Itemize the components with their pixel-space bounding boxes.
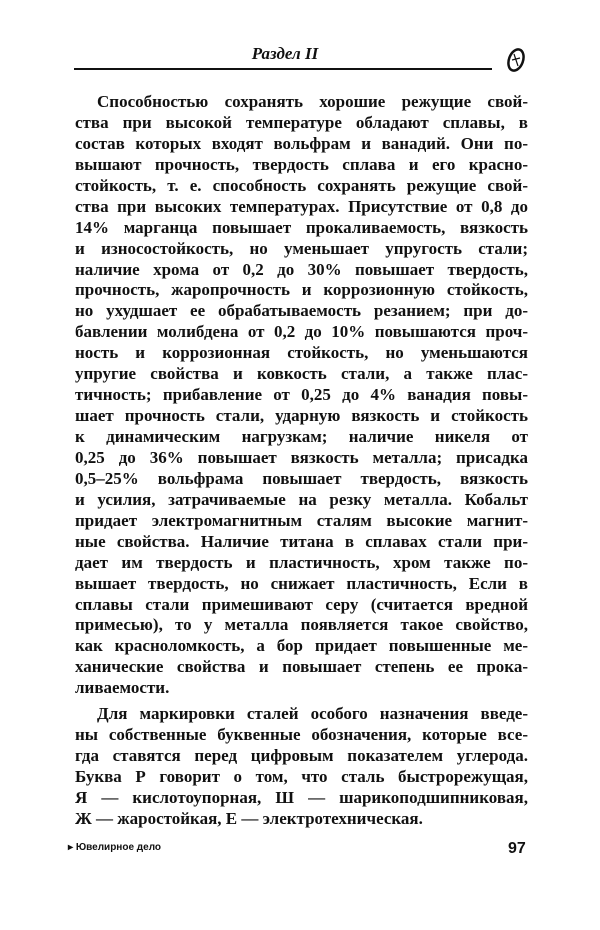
- running-header: Раздел II: [251, 44, 319, 63]
- text-line: тичность; прибавление от 0,25 до 4% ванадия повы-: [75, 385, 528, 405]
- text-line: состав которых входят вольфрам и ванадий. Они по-: [75, 133, 528, 153]
- text-line: 0,5–25% вольфрама повышает твердость, вязкость: [75, 468, 528, 488]
- text-line: ства при высокой температуре обладают сплавы, в: [75, 112, 528, 132]
- text-line: Способностью сохранять хорошие режущие свой-: [97, 92, 528, 111]
- text-line: Ж — жаростойкая, Е — электротехническая.: [75, 808, 423, 828]
- footer-book-title: ▸ Ювелирное дело: [68, 842, 162, 853]
- text-line: придает электромагнитным сталям высокие магнит-: [75, 510, 528, 530]
- text-line: ные свойства. Наличие титана в сплавах стали при-: [75, 531, 528, 551]
- text-line: ность и коррозионная стойкость, но уменьшаются: [75, 343, 528, 363]
- text-line: Я — кислотоупорная, Ш — шарикоподшипниковая,: [75, 787, 528, 807]
- text-line: к динамическим нагрузкам; наличие никеля от: [75, 427, 528, 446]
- text-line: и усилия, затрачиваемые на резку металла. Кобальт: [75, 489, 528, 509]
- text-line: и износостойкость, но уменьшает упругость стали;: [75, 238, 528, 258]
- text-line: ства при высоких температурах. Присутствие от 0,8 до: [75, 196, 528, 216]
- text-line: как красноломкость, а бор придает повышенные ме-: [75, 636, 528, 656]
- page-number: 97: [508, 840, 526, 857]
- text-line: прочность, жаропрочность и коррозионную стойкость,: [75, 280, 528, 300]
- text-line: примесью), то у металла появляется такое свойство,: [75, 615, 528, 635]
- text-line: 0,25 до 36% повышает вязкость металла; присадка: [75, 447, 528, 467]
- text-line: ливаемости.: [75, 678, 170, 698]
- text-line: вышает твердость, но снижает пластичность, Если в: [75, 573, 528, 593]
- header-rule: [74, 68, 492, 70]
- text-line: Для маркировки сталей особого назначения введе-: [97, 704, 528, 724]
- text-line: ханические свойства и повышает степень ее прока-: [75, 657, 528, 677]
- text-line: шает прочность стали, ударную вязкость и стойкость: [75, 406, 528, 426]
- text-line: дает им твердость и пластичность, хром также по-: [75, 552, 528, 572]
- ring-gem-icon: [506, 46, 526, 74]
- text-line: бавлении молибдена от 0,2 до 10% повышаются проч-: [75, 322, 528, 342]
- page-body: [75, 92, 528, 830]
- text-line: упругие свойства и ковкость стали, а также плас-: [75, 364, 528, 384]
- text-line: 14% марганца повышает прокаливаемость, вязкость: [75, 217, 528, 237]
- text-line: вышают прочность, твердость сплава и его красно-: [75, 154, 528, 174]
- text-line: стойкость, т. е. способность сохранять режущие свой-: [75, 175, 528, 195]
- text-line: но ухудшает ее обрабатываемость резанием; при до-: [75, 301, 528, 321]
- text-line: Буква Р говорит о том, что сталь быстрорежущая,: [75, 767, 528, 786]
- book-title: Ювелирное дело: [75, 842, 162, 853]
- text-line: сплавы стали примешивают серу (считается вредной: [75, 594, 528, 614]
- text-line: наличие хрома от 0,2 до 30% повышает твердость,: [75, 259, 528, 279]
- text-line: гда ставятся перед цифровым показателем углерода.: [75, 746, 528, 766]
- text-line: ны собственные буквенные обозначения, которые все-: [75, 725, 528, 745]
